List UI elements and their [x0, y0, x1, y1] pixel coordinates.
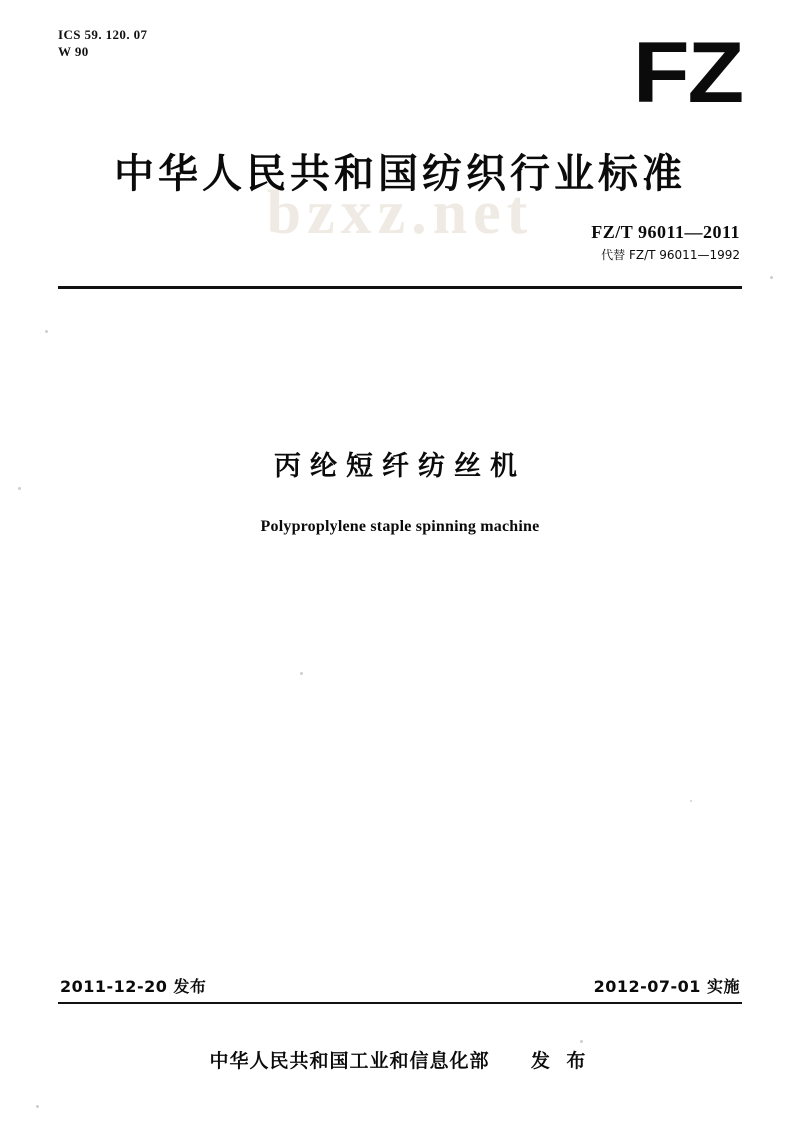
ics-classification-block [58, 26, 147, 60]
scan-speck [45, 330, 48, 333]
scan-speck [580, 1040, 583, 1043]
issuer-name: 中华人民共和国工业和信息化部 [209, 1050, 490, 1072]
ics-code: ICS 59. 120. 07 [58, 27, 148, 42]
standard-number: FZ/T 96011—2011 [591, 222, 740, 242]
classification-code: W 90 [58, 44, 89, 59]
issuer-action: 发 布 [530, 1050, 591, 1072]
scan-speck [36, 1105, 39, 1108]
footer-divider [58, 1002, 742, 1004]
scan-speck [690, 800, 692, 802]
effective-date: 2012-07-01 实施 [593, 977, 740, 996]
issue-date: 2011-12-20 发布 [60, 977, 207, 996]
header-divider [58, 286, 742, 289]
watermark-text: bzxz.net [266, 179, 534, 247]
scan-speck [770, 276, 773, 279]
subject-title-en: Polyproplylene staple spinning machine [260, 518, 540, 535]
subject-title-cn: 丙纶短纤纺丝机 [274, 451, 526, 482]
issuer-line [0, 1046, 800, 1073]
scan-speck [18, 487, 21, 490]
replaces-note: 代替 FZ/T 96011—1992 [601, 248, 740, 262]
page-title: 中华人民共和国纺织行业标准 [114, 151, 686, 197]
fz-logo: FZ [632, 25, 742, 121]
scan-speck [300, 672, 303, 675]
